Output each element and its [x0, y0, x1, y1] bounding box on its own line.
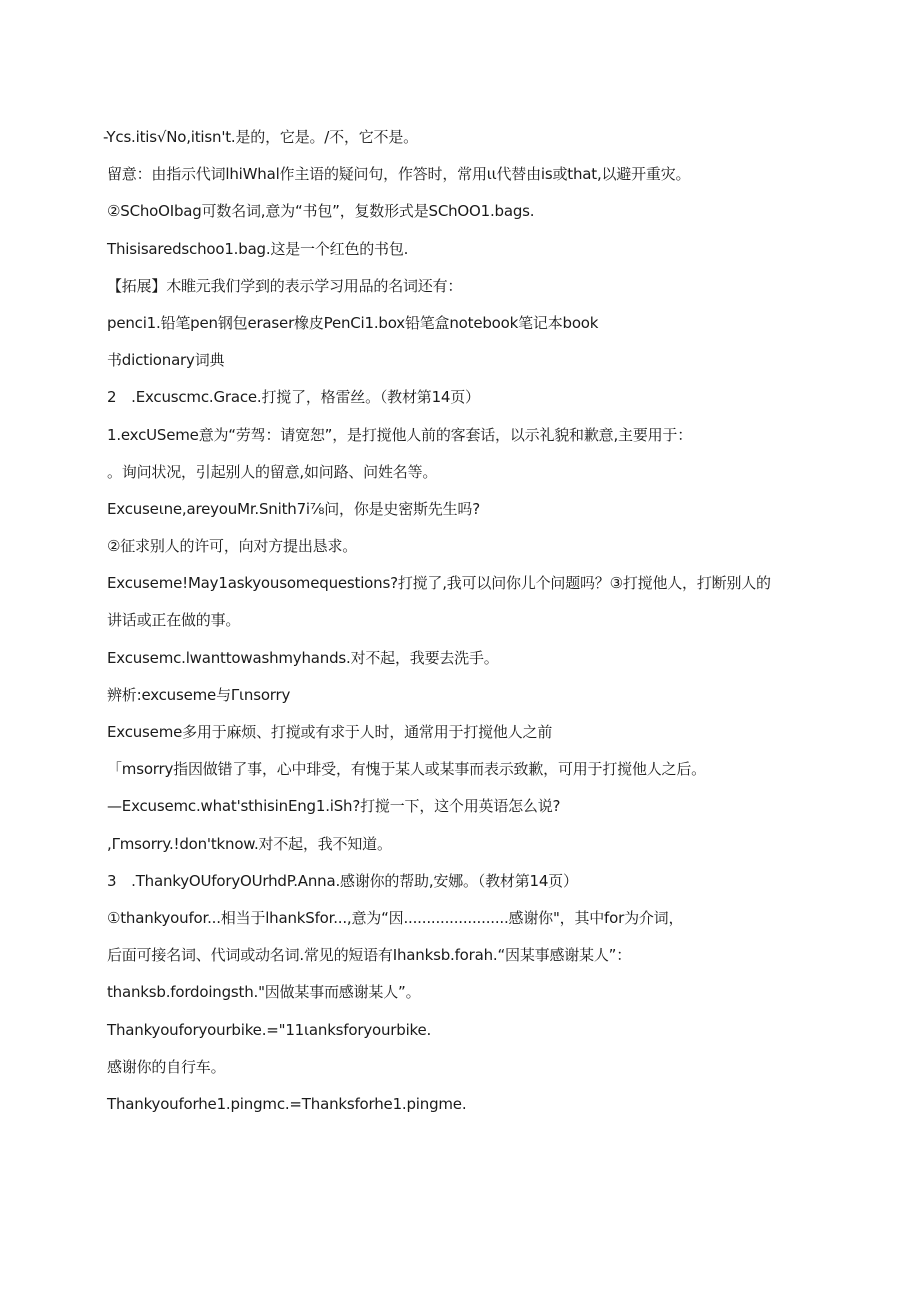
text-line: 辨析:excuseme与Γιnsorry [107, 685, 291, 704]
text-line: Excuseιne,areyouMr.Snith7i⅞问，你是史密斯先生吗? [107, 499, 480, 518]
text-line: 3 .ThankyOUforyOUrhdP.Anna.感谢你的帮助,安娜。（教材第14页） [107, 871, 578, 890]
text-line: Thankyouforhe1.pingmc.=Thanksforhe1.pingme. [107, 1094, 467, 1113]
text-line: ,Γmsorry.!don'tknow.对不起，我不知道。 [107, 834, 392, 853]
document-body [103, 119, 827, 1123]
text-line: —Excusemc.what'sthisinEng1.iSh?打搅一下，这个用英语怎么说? [107, 797, 561, 816]
text-line: Excuseme多用于麻烦、打搅或有求于人时，通常用于打搅他人之前 [107, 723, 553, 741]
text-line: 书dictionary词典 [107, 351, 225, 370]
text-line: Thankyouforyourbike.="11ιanksforyourbike. [107, 1020, 432, 1039]
text-line: 1.excUSeme意为“劳驾：请宽恕”，是打搅他人前的客套话，以示礼貌和歉意,主要用于： [107, 425, 693, 444]
text-line: 后面可接名词、代词或动名词.常见的短语有Ihanksb.forah.“因某事感谢某人”： [107, 946, 632, 965]
text-line: -Ycs.itis√No,itisn't.是的，它是。/不，它不是。 [103, 128, 418, 146]
text-line: 感谢你的自行车。 [107, 1057, 226, 1076]
text-line: Excuseme!May1askyousomequestions?打搅了,我可以问你儿个问题吗？③打搅他人，打断别人的 [107, 574, 771, 593]
text-line: 留意：由指示代词lhiWhal作主语的疑问句，作答时，常用ιι代替由is或that,以避开重灾。 [107, 165, 691, 184]
text-line: Thisisaredschoo1.bag.这是一个红色的书包. [107, 239, 409, 258]
text-line: 【拓展】木睢元我们学到的表示学习用品的名词还有： [107, 276, 463, 295]
text-line: penci1.铅笔pen钢包eraser橡皮PenCi1.box铅笔盒notebook笔记本book [107, 313, 599, 332]
text-line: 讲话或正在做的事。 [107, 611, 241, 630]
text-line: ②SChoOIbag可数名词,意为“书包”，复数形式是SChOO1.bags. [107, 202, 535, 221]
text-line: Excusemc.lwanttowashmyhands.对不起，我要去洗手。 [107, 648, 499, 667]
text-line: thanksb.fordoingsth."因做某事而感谢某人”。 [107, 983, 421, 1002]
text-line: 2 .Excuscmc.Grace.打搅了，格雷丝。（教材第14页） [107, 388, 480, 407]
text-line: ①thankyoufor...相当于lhankSfor...,意为“因.......................感谢你"，其中for为介词， [107, 908, 684, 927]
text-line: 「msorry指因做错了事，心中琲受，有愧于某人或某事而表示致歉，可用于打搅他人之后。 [107, 760, 706, 779]
text-line: ②征求别人的许可，向对方提出恳求。 [107, 537, 358, 556]
text-line: 。询问状况，引起别人的留意,如问路、问姓名等。 [107, 462, 438, 481]
